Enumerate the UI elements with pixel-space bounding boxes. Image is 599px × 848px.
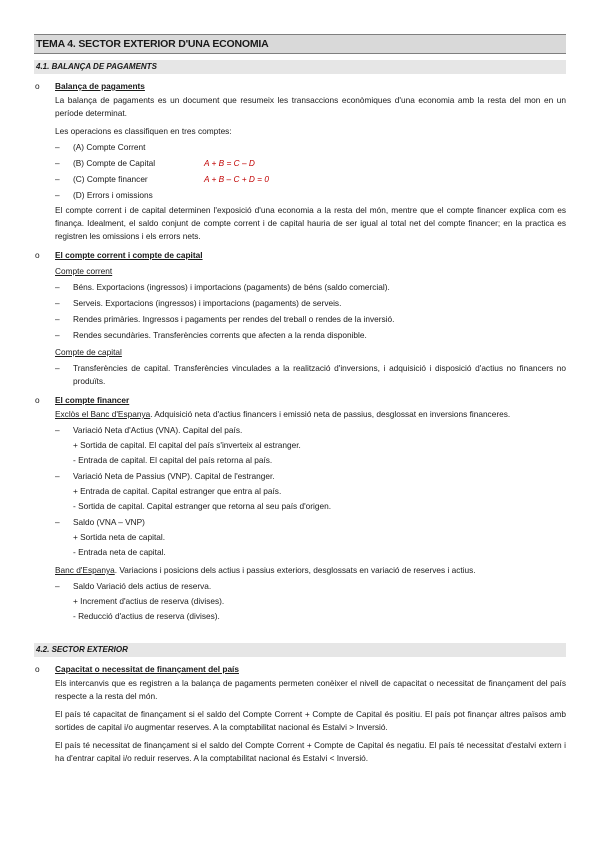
- bullet-heading-compte-financer: [34, 394, 566, 406]
- paragraph: [34, 408, 566, 421]
- list-item: [34, 281, 566, 294]
- list-item-text: Saldo (VNA – VNP): [73, 517, 145, 527]
- circle-bullet-icon: o: [35, 250, 40, 260]
- dash-bullet-icon: –: [55, 330, 60, 340]
- dash-bullet-icon: –: [55, 158, 60, 168]
- dash-bullet-icon: –: [55, 314, 60, 324]
- list-item: [34, 141, 566, 154]
- document-title: TEMA 4. SECTOR EXTERIOR D'UNA ECONOMIA: [34, 34, 566, 54]
- paragraph: El país té capacitat de finançament si el saldo del Compte Corrent + Compte de Capital és positiu. El país pot finançar altres països amb sortides de capital i/o augmentar reserves. A la comptabilitat nacional és Estalvi > Inversió.: [55, 709, 566, 732]
- sub-item: - Entrada neta de capital.: [73, 547, 166, 557]
- list-item: [34, 516, 566, 529]
- list-item: [34, 297, 566, 310]
- list-item-text: (A) Compte Corrent: [73, 142, 146, 152]
- circle-bullet-icon: o: [35, 395, 40, 405]
- subheading-compte-corrent: Compte corrent: [55, 266, 113, 276]
- dash-bullet-icon: –: [55, 581, 60, 591]
- paragraph: La balança de pagaments es un document que resumeix les transaccions econòmiques d'una economia amb la resta del mon en un període determinat.: [55, 95, 566, 118]
- paragraph-text: . Variacions i posicions dels actius i passius exteriors, desglossats en variació de reserves i actius.: [114, 565, 476, 575]
- dash-bullet-icon: –: [55, 363, 60, 373]
- dash-bullet-icon: –: [55, 190, 60, 200]
- formula-2: A + B – C + D = 0: [204, 174, 269, 184]
- list-item-text: Transferències de capital. Transferències vinculades a la realització d'inversions, i adquisició i disposició d'actius no financers no produïts.: [73, 363, 566, 386]
- bullet-heading-text: El compte corrent i compte de capital: [55, 250, 203, 260]
- paragraph: Les operacions es classifiquen en tres comptes:: [55, 126, 232, 136]
- list-item-text: (D) Errors i omissions: [73, 190, 153, 200]
- list-item-text: Béns. Exportacions (ingressos) i importacions (pagaments) de béns (saldo comercial).: [73, 282, 390, 292]
- list-item: [34, 470, 566, 483]
- list-item-text: Serveis. Exportacions (ingressos) i importacions (pagaments) de serveis.: [73, 298, 342, 308]
- list-item-text: Variació Neta de Passius (VNP). Capital de l'estranger.: [73, 471, 275, 481]
- subheading-compte-capital: Compte de capital: [55, 347, 122, 357]
- section-heading-balanca: 4.1. BALANÇA DE PAGAMENTS: [34, 60, 566, 74]
- list-item: [34, 362, 566, 388]
- dash-bullet-icon: –: [55, 142, 60, 152]
- paragraph: El país té necessitat de finançament si el saldo del Compte Corrent + Compte de Capital és negatiu. El país té necessitat d'estalvi extern i ha d'entrar capital i/o reduir reserves. A la comptabilitat nacional és Estalvi < Inversió.: [55, 740, 566, 763]
- dash-bullet-icon: –: [55, 471, 60, 481]
- bullet-heading-compte-corrent: [34, 249, 566, 261]
- dash-bullet-icon: –: [55, 298, 60, 308]
- list-item-text: (B) Compte de Capital: [73, 158, 156, 168]
- bullet-heading-balanca: [34, 80, 566, 92]
- sub-item: + Increment d'actius de reserva (divises).: [73, 596, 225, 606]
- dash-bullet-icon: –: [55, 282, 60, 292]
- sub-item: - Reducció d'actius de reserva (divises).: [73, 611, 220, 621]
- list-item: [34, 189, 566, 202]
- list-item-text: (C) Compte financer: [73, 174, 148, 184]
- sub-item: - Sortida de capital. Capital estranger que retorna al seu país d'origen.: [73, 501, 332, 511]
- bullet-heading-capacitat: [34, 663, 566, 675]
- section-heading-sector-exterior: 4.2. SECTOR EXTERIOR: [34, 643, 566, 657]
- sub-item: - Entrada de capital. El capital del país retorna al país.: [73, 455, 273, 465]
- list-item-text: Variació Neta d'Actius (VNA). Capital del país.: [73, 425, 243, 435]
- list-item: [34, 329, 566, 342]
- list-item: [34, 424, 566, 437]
- document-page: [34, 34, 566, 765]
- bullet-heading-text: El compte financer: [55, 395, 130, 405]
- bullet-heading-text: Capacitat o necessitat de finançament del país: [55, 664, 239, 674]
- list-item-text: Saldo Variació dels actius de reserva.: [73, 581, 212, 591]
- sub-item: + Entrada de capital. Capital estranger que entra al país.: [73, 486, 282, 496]
- list-item: [34, 157, 566, 170]
- dash-bullet-icon: –: [55, 174, 60, 184]
- sub-item: + Sortida de capital. El capital del país s'inverteix al estranger.: [73, 440, 301, 450]
- list-item: [34, 580, 566, 593]
- paragraph: El compte corrent i de capital determinen l'exposició d'una economia a la resta del món, mentre que el compte financer explica com es finança. Idealment, el saldo conjunt de compte corrent i de capital hauria de ser igual al total net del compte financer; en la practica es registren les omissions i els errors nets.: [55, 205, 566, 241]
- dash-bullet-icon: –: [55, 517, 60, 527]
- sub-item: + Sortida neta de capital.: [73, 532, 166, 542]
- list-item-text: Rendes secundàries. Transferències corrents que afecten a la renda disponible.: [73, 330, 367, 340]
- dash-bullet-icon: –: [55, 425, 60, 435]
- paragraph-text: . Adquisició neta d'actius financers i emissió neta de passius, desglossat en inversions financeres.: [150, 409, 511, 419]
- paragraph: [34, 564, 566, 577]
- circle-bullet-icon: o: [35, 664, 40, 674]
- paragraph: Els intercanvis que es registren a la balança de pagaments permeten conèixer el nivell de capacitat o necessitat de finançament del país respecte a la resta del món.: [55, 678, 566, 701]
- list-item: [34, 173, 566, 186]
- circle-bullet-icon: o: [35, 81, 40, 91]
- list-item: [34, 313, 566, 326]
- list-item-text: Rendes primàries. Ingressos i pagaments per rendes del treball o rendes de la inversió.: [73, 314, 395, 324]
- underlined-term: Exclòs el Banc d'Espanya: [55, 409, 151, 419]
- underlined-term: Banc d'Espanya: [55, 565, 115, 575]
- formula-1: A + B = C – D: [204, 158, 255, 168]
- bullet-heading-text: Balança de pagaments: [55, 81, 145, 91]
